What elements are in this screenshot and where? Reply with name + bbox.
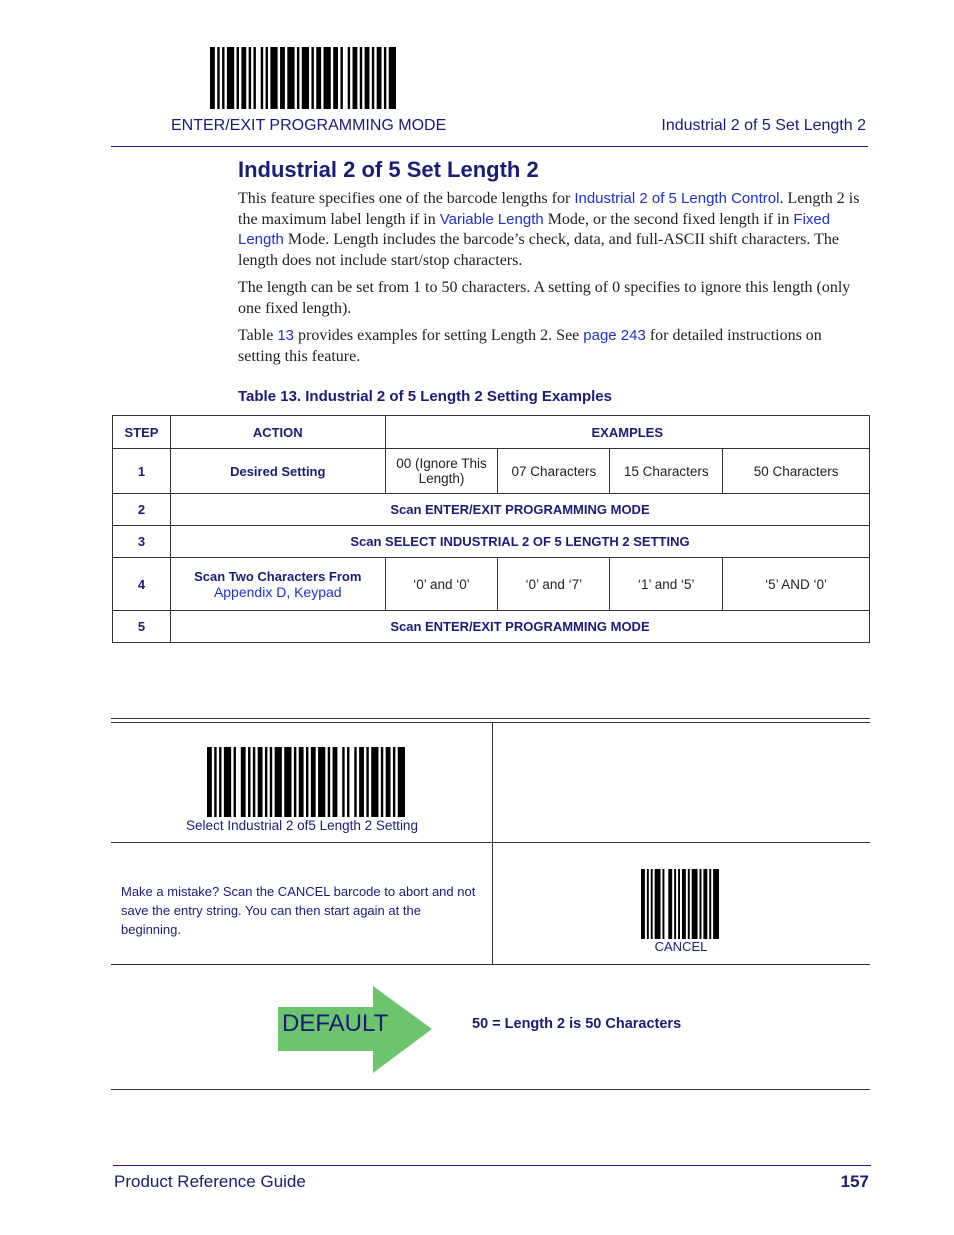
barcode-bar — [359, 747, 364, 817]
barcode-bar — [713, 869, 719, 939]
col-step: STEP — [113, 416, 171, 449]
example-cell: ‘0’ and ‘7’ — [498, 558, 610, 611]
barcode-bar — [207, 747, 212, 817]
barcode-bar — [365, 47, 370, 109]
barcode-bar — [678, 869, 680, 939]
text: provides examples for setting Length 2. See — [294, 327, 584, 344]
section-bottom-rule — [111, 964, 870, 965]
text: Mode, or the second fixed length if in — [543, 210, 794, 228]
barcode-bar — [372, 47, 374, 109]
header-right-label: Industrial 2 of 5 Set Length 2 — [661, 117, 866, 134]
col-examples: EXAMPLES — [385, 416, 869, 449]
table-row — [113, 494, 870, 526]
link-variable-length[interactable]: Variable Length — [439, 210, 544, 228]
barcode-bar — [353, 47, 358, 109]
table-row — [113, 611, 870, 643]
barcode-bar — [366, 747, 368, 817]
barcode-bar — [253, 747, 255, 817]
barcode-bar — [280, 47, 285, 109]
table-header-row — [113, 416, 870, 449]
barcode-bar — [219, 747, 221, 817]
text: for detailed instructions on setting this feature. — [238, 327, 822, 365]
example-cell: ‘1’ and ‘5’ — [610, 558, 723, 611]
barcode-bar — [248, 747, 250, 817]
section-middle-rule — [111, 842, 870, 843]
step-cell: 3 — [113, 526, 171, 558]
link-appendix-d-keypad[interactable]: Appendix D, Keypad — [213, 583, 342, 600]
barcode-bar — [270, 747, 272, 817]
header-left-label: ENTER/EXIT PROGRAMMING MODE — [171, 117, 447, 134]
barcode-bar — [311, 47, 313, 109]
barcode-bar — [651, 869, 653, 939]
default-bottom-rule — [111, 1089, 870, 1090]
barcode-bar — [700, 869, 702, 939]
intro-paragraph — [238, 189, 868, 271]
barcode-bar — [674, 869, 676, 939]
barcode-bar — [647, 869, 649, 939]
text: Table — [238, 327, 278, 344]
barcode-bar — [214, 747, 216, 817]
barcode-bar — [386, 747, 391, 817]
example-cell: ‘0’ and ‘0’ — [385, 558, 498, 611]
barcode-bar — [265, 747, 267, 817]
barcode-bar — [316, 47, 321, 109]
barcode-bar — [249, 47, 251, 109]
length-examples-table — [112, 415, 870, 643]
link-table-13[interactable]: 13 — [277, 327, 294, 344]
barcode-bar — [389, 47, 396, 109]
action-cell — [170, 558, 385, 611]
link-fixed-length[interactable]: Fixed Length — [238, 210, 831, 248]
barcode-bar — [348, 47, 350, 109]
barcode-bar — [234, 747, 236, 817]
enter-exit-programming-barcode — [210, 47, 396, 109]
barcode-bar — [360, 47, 362, 109]
barcode-bar — [709, 869, 711, 939]
barcode-bar — [377, 47, 382, 109]
barcode-bar — [662, 869, 664, 939]
action-cell: Scan ENTER/EXIT PROGRAMMING MODE — [170, 611, 869, 643]
barcode-bar — [340, 47, 342, 109]
table-row — [113, 526, 870, 558]
barcode-bar — [342, 747, 344, 817]
example-cell: 07 Characters — [498, 449, 610, 494]
default-description: 50 = Length 2 is 50 Characters — [472, 1016, 682, 1032]
barcode-bar — [224, 747, 231, 817]
footer-page-number: 157 — [840, 1172, 869, 1191]
barcode-bar — [371, 747, 378, 817]
barcode-bar — [682, 869, 686, 939]
barcode-bar — [299, 747, 304, 817]
example-cell: 50 Characters — [723, 449, 870, 494]
barcode-bar — [227, 47, 234, 109]
header-divider — [111, 146, 868, 147]
footer-guide-title: Product Reference Guide — [114, 1172, 306, 1191]
barcode-bar — [237, 47, 239, 109]
text: . Length 2 is the maximum label length if in — [238, 190, 860, 228]
barcode-bar — [393, 747, 395, 817]
barcode-bar — [241, 47, 246, 109]
barcode-bar — [384, 47, 386, 109]
barcode-bar — [347, 747, 349, 817]
barcode-bar — [266, 47, 268, 109]
table-row — [113, 449, 870, 494]
example-cell: ‘5’ AND ‘0’ — [723, 558, 870, 611]
page-title: Industrial 2 of 5 Set Length 2 — [238, 157, 539, 182]
barcode-bar — [324, 47, 331, 109]
select-length-2-label: Select Industrial 2 of5 Length 2 Setting — [186, 818, 418, 833]
step-cell: 4 — [113, 558, 171, 611]
barcode-bar — [398, 747, 405, 817]
barcode-bar — [655, 869, 661, 939]
step-cell: 1 — [113, 449, 171, 494]
barcode-bar — [258, 747, 263, 817]
col-action: ACTION — [170, 416, 385, 449]
mistake-note: Make a mistake? Scan the CANCEL barcode to abort and not save the entry string. You can then start again at the beginning. — [121, 884, 476, 937]
examples-paragraph — [238, 326, 868, 367]
barcode-bar — [354, 747, 356, 817]
cancel-barcode[interactable] — [641, 869, 719, 939]
barcode-bar — [217, 47, 219, 109]
select-length-2-barcode[interactable] — [207, 747, 405, 817]
barcode-bar — [333, 47, 338, 109]
barcode-bar — [333, 747, 338, 817]
link-length-control[interactable]: Industrial 2 of 5 Length Control — [574, 190, 780, 207]
example-cell: 00 (Ignore This Length) — [385, 449, 498, 494]
barcode-bar — [318, 747, 325, 817]
barcode-bar — [253, 47, 255, 109]
barcode-bar — [287, 47, 294, 109]
step-cell: 2 — [113, 494, 171, 526]
barcode-bar — [692, 869, 698, 939]
cancel-label: CANCEL — [654, 939, 708, 954]
footer-divider — [113, 1165, 871, 1166]
action-cell: Desired Setting — [170, 449, 385, 494]
barcode-bar — [222, 47, 224, 109]
text: Mode. Length includes the barcode’s check, data, and full-ASCII shift characters. The length does not include start/stop characters. — [238, 231, 839, 269]
example-cell: 15 Characters — [610, 449, 723, 494]
barcode-bar — [703, 869, 707, 939]
barcode-bar — [641, 869, 645, 939]
table-caption: Table 13. Industrial 2 of 5 Length 2 Setting Examples — [238, 388, 612, 405]
barcode-bar — [294, 747, 296, 817]
barcode-bar — [210, 47, 215, 109]
barcode-bar — [688, 869, 690, 939]
section-top-rule — [111, 718, 870, 719]
link-page-243[interactable]: page 243 — [583, 327, 646, 344]
step-cell: 5 — [113, 611, 171, 643]
section-vertical-divider — [492, 722, 493, 965]
barcode-bar — [311, 747, 316, 817]
section-top-rule-2 — [111, 722, 870, 723]
barcode-bar — [302, 47, 309, 109]
action-cell: Scan SELECT INDUSTRIAL 2 OF 5 LENGTH 2 SETTING — [170, 526, 869, 558]
table-row — [113, 558, 870, 611]
range-paragraph: The length can be set from 1 to 50 characters. A setting of 0 specifies to ignore this length (only one fixed length). — [238, 279, 851, 317]
barcode-bar — [297, 47, 299, 109]
barcode-bar — [328, 747, 330, 817]
text: This feature specifies one of the barcode lengths for — [238, 190, 575, 207]
barcode-bar — [668, 869, 672, 939]
barcode-bar — [284, 747, 291, 817]
barcode-bar — [241, 747, 246, 817]
barcode-bar — [275, 747, 282, 817]
default-badge-text: DEFAULT — [282, 1010, 389, 1037]
barcode-bar — [306, 747, 308, 817]
barcode-bar — [381, 747, 383, 817]
barcode-bar — [270, 47, 277, 109]
barcode-bar — [261, 47, 263, 109]
action-text: Scan Two Characters From — [194, 568, 362, 584]
action-cell: Scan ENTER/EXIT PROGRAMMING MODE — [170, 494, 869, 526]
